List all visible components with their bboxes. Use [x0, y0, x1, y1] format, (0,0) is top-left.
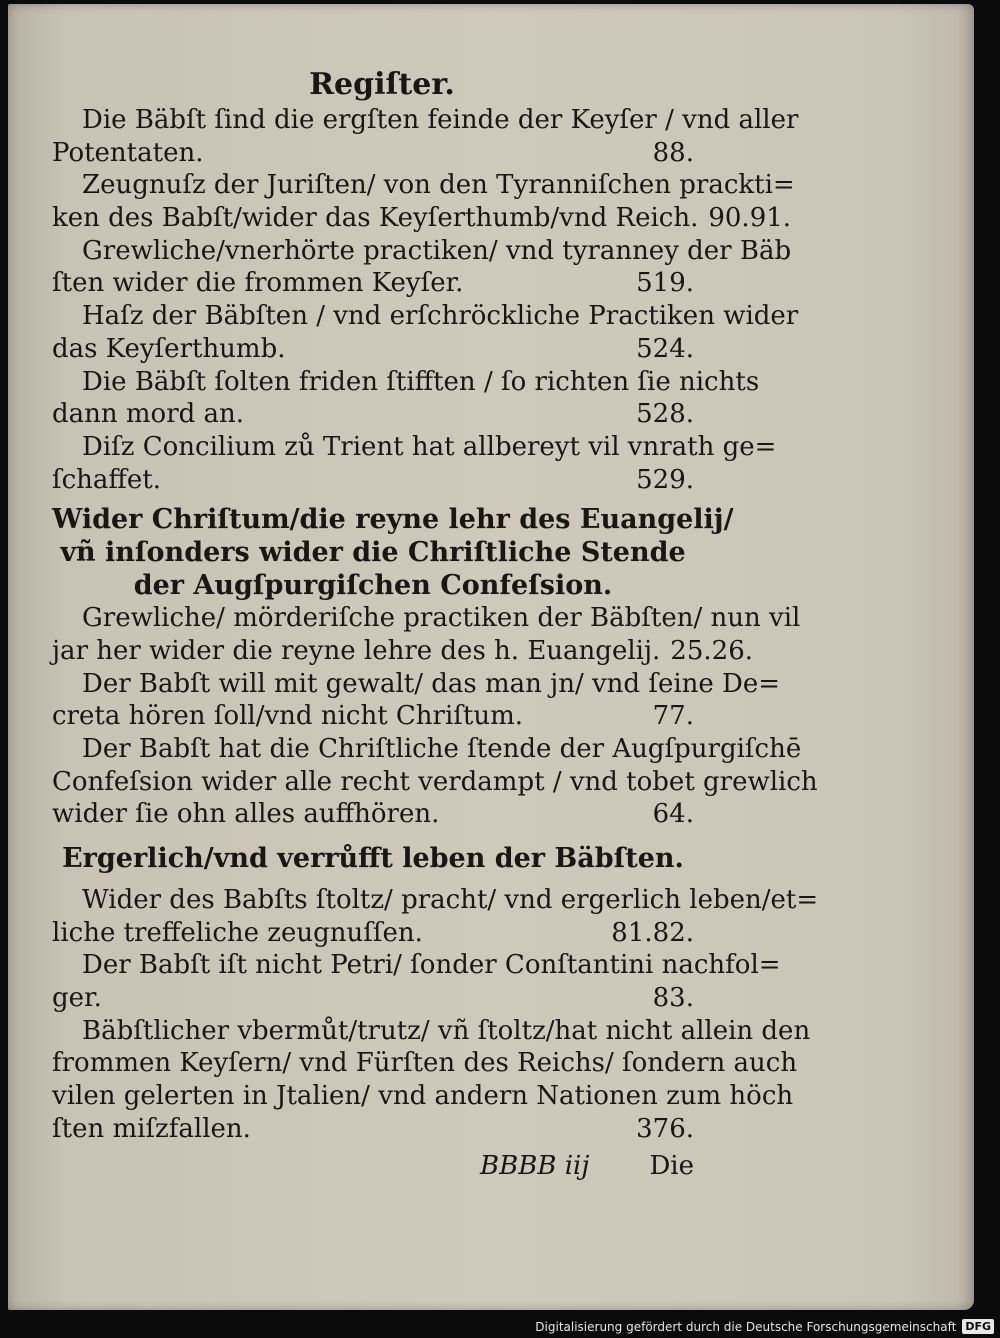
entry-text: vilen gelerten in Jtalien/ vnd andern Nationen zum höch — [52, 1080, 794, 1111]
entry-text: ken des Babſt/wider das Keyſerthumb/vnd Reich. — [52, 203, 699, 234]
entry-text: liche treffeliche zeugnuſſen. — [52, 917, 423, 948]
entry-text: Die Bäbſt ſolten friden ſtifften / ſo richten ſie nichts — [82, 366, 760, 397]
dfg-logo: DFG — [962, 1319, 994, 1334]
entry-text: Wider des Babſts ſtoltz/ pracht/ vnd ergerlich leben/et= — [82, 884, 819, 915]
register-line — [52, 1047, 798, 1080]
entry-text: dann mord an. — [52, 399, 245, 430]
register-line — [52, 884, 819, 917]
entry-text: Der Babſt iſt nicht Petri/ ſonder Conſtantini nachfol= — [82, 950, 781, 981]
register-line — [52, 766, 818, 799]
signature-line — [52, 1149, 694, 1183]
entry-text: Der Babſt will mit gewalt/ das man jn/ vnd ſeine De= — [82, 668, 781, 699]
entry-text: Die Bäbſt ſind die ergſten feinde der Keyſer / vnd aller — [82, 105, 799, 135]
page-reference: 81.82. — [611, 917, 694, 948]
running-header: Regiſter. — [309, 67, 455, 102]
page-reference: 524. — [636, 333, 694, 364]
section-heading-b — [52, 504, 734, 602]
section-heading-line: vñ inſonders wider die Chriſtliche Stende — [60, 536, 686, 568]
entry-text: Confeſsion wider alle recht verdampt / vnd tobet grewlich — [52, 766, 818, 797]
register-line — [52, 169, 795, 202]
entry-text: ger. — [52, 982, 102, 1013]
register-line — [52, 700, 694, 733]
register-line — [52, 635, 753, 668]
entry-text: frommen Keyſern/ vnd Fürſten des Reichs/ ſondern auch — [52, 1048, 798, 1079]
register-line — [52, 464, 694, 497]
page-reference: 25.26. — [670, 636, 753, 666]
entry-text: ſten wider die frommen Keyſer. — [52, 268, 464, 299]
register-line — [52, 733, 802, 766]
register-line — [52, 798, 694, 831]
entry-text: creta hören ſoll/vnd nicht Chriſtum. — [52, 701, 524, 732]
page-reference: 519. — [636, 268, 694, 299]
register-text — [52, 66, 819, 1183]
entry-text: wider ſie ohn alles auffhören. — [52, 799, 440, 830]
entry-text: Grewliche/ mörderiſche practiken der Bäbſten/ nun vil — [82, 603, 801, 634]
register-line — [52, 668, 781, 701]
register-line — [52, 1080, 794, 1113]
entry-text: ſchaffet. — [52, 464, 162, 495]
register-line — [52, 202, 792, 235]
entries-block-a — [52, 104, 799, 496]
register-line — [52, 917, 694, 950]
page-reference: 83. — [652, 982, 694, 1013]
register-line — [52, 398, 694, 431]
book-page — [8, 4, 974, 1310]
register-line — [52, 1113, 694, 1146]
register-line — [52, 235, 792, 268]
entry-text: ſten miſzfallen. — [52, 1113, 251, 1144]
register-line — [52, 333, 694, 366]
register-line — [52, 982, 694, 1015]
catchword: Die — [649, 1151, 694, 1182]
entries-block-c — [52, 884, 819, 1146]
section-heading-line: Wider Chriſtum/die reyne lehr des Euangelij/ — [52, 504, 734, 536]
digitization-footer — [535, 1319, 994, 1334]
entry-text: Haſz der Bäbſten / vnd erſchröckliche Practiken wider — [82, 301, 799, 332]
register-line — [52, 949, 781, 982]
register-line — [52, 431, 777, 464]
entry-text: Potentaten. — [52, 137, 204, 168]
entry-text: Grewliche/vnerhörte practiken/ vnd tyranney der Bäb — [82, 235, 792, 266]
entry-text: jar her wider die reyne lehre des h. Euangelij. — [52, 636, 661, 666]
register-line — [52, 137, 694, 170]
section-heading-line: der Augſpurgiſchen Confeſsion. — [133, 569, 613, 601]
register-line — [52, 602, 801, 635]
entry-text: Bäbſtlicher vbermůt/trutz/ vñ ſtoltz/hat nicht allein den — [82, 1015, 811, 1046]
register-line — [52, 104, 799, 137]
entry-text: Zeugnuſz der Juriſten/ von den Tyranniſchen prackti= — [82, 170, 795, 201]
entry-text: Der Babſt hat die Chriſtliche ſtende der Augſpurgiſchē — [82, 734, 802, 765]
register-line — [52, 1015, 811, 1048]
register-line — [52, 267, 694, 300]
page-reference: 529. — [636, 464, 694, 495]
register-line — [52, 366, 760, 399]
register-line — [52, 300, 799, 333]
page-reference: 77. — [652, 701, 694, 732]
page-reference: 64. — [652, 799, 694, 830]
page-reference: 376. — [636, 1113, 694, 1144]
page-reference: 528. — [636, 399, 694, 430]
page-reference: 88. — [652, 137, 694, 168]
signature-mark: BBBB iij — [480, 1151, 590, 1182]
footer-text: Digitalisierung gefördert durch die Deutsche Forschungsgemeinschaft — [535, 1319, 957, 1334]
page-reference: 90.91. — [708, 203, 792, 234]
entry-text: das Keyſerthumb. — [52, 333, 286, 364]
section-heading-c: Ergerlich/vnd verrůfft leben der Bäbſten. — [62, 843, 684, 875]
entries-block-b — [52, 602, 818, 831]
entry-text: Diſz Concilium zů Trient hat allbereyt vil vnrath ge= — [82, 431, 777, 462]
